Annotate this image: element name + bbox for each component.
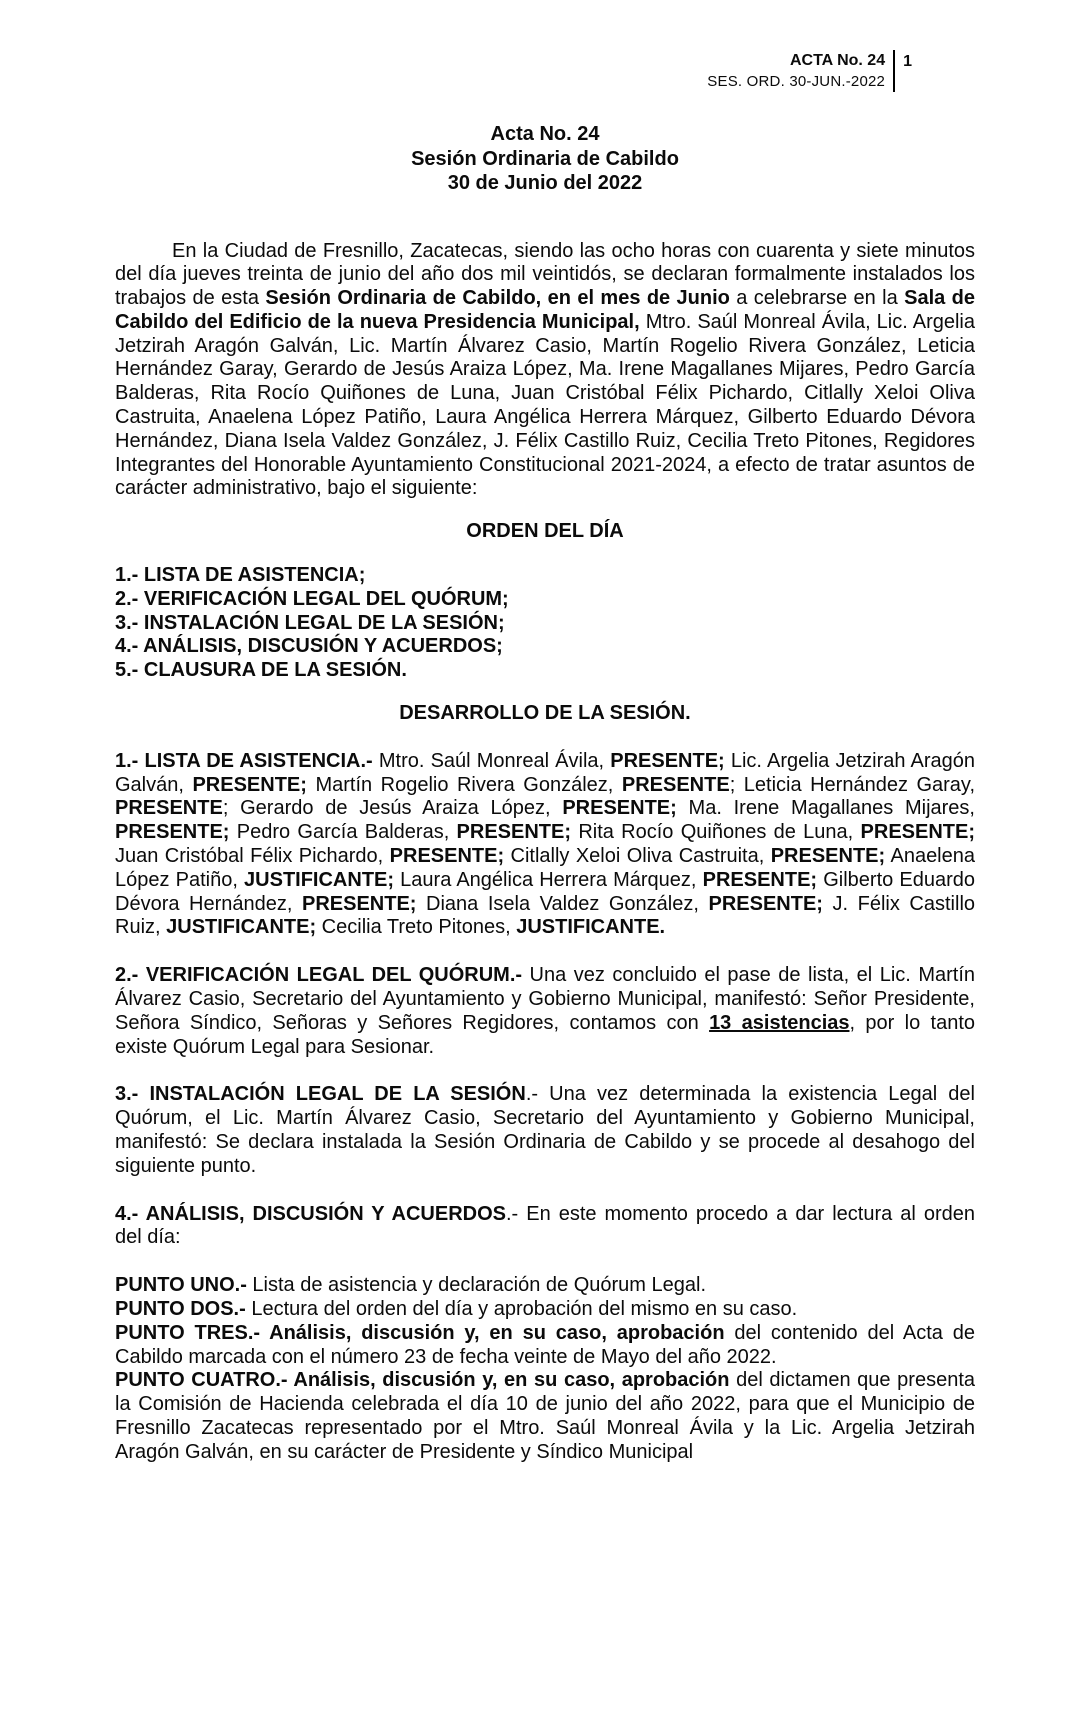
text-run: Mtro. Saúl Monreal Ávila, [372, 749, 611, 772]
text-run: Anaelena López Patiño, [115, 845, 975, 891]
text-run: PRESENTE; [456, 821, 572, 844]
text-run: PRESENTE; [860, 821, 975, 844]
text-run: Lista de asistencia y declaración de Quórum Legal. [246, 1274, 707, 1297]
text-run: del contenido del Acta de Cabildo marcada con el número 23 de fecha veinte de Mayo del año 2022. [115, 1321, 975, 1368]
text-run: 4.- ANÁLISIS, DISCUSIÓN Y ACUERDOS [115, 1202, 506, 1225]
text-run: Juan Cristóbal Félix Pichardo, [115, 845, 390, 868]
text-run: .- Una vez determinada la existencia Legal del Quórum, el Lic. Martín Álvarez Casio, Secretario del Ayuntamiento y Gobierno Municipal, manifestó: Se declara instalada la Sesión Ordinaria de Cabildo y se procede al desahogo del siguiente punto. [115, 1083, 975, 1177]
punto-dos-paragraph [115, 1298, 975, 1322]
list-item: 3.- INSTALACIÓN LEGAL DE LA SESIÓN; [115, 611, 505, 634]
document-blocks [115, 240, 975, 1465]
desarrollo-heading: DESARROLLO DE LA SESIÓN. [399, 702, 691, 725]
text-run: Lectura del orden del día y aprobación del mismo en su caso. [245, 1297, 798, 1320]
text-run: Laura Angélica Herrera Márquez, [394, 868, 703, 891]
text-run: Cecilia Treto Pitones, [316, 916, 517, 939]
text-run: Sesión Ordinaria de Cabildo, en el mes de Junio [265, 287, 730, 310]
text-run: JUSTIFICANTE; [166, 916, 317, 939]
list-item: 2.- VERIFICACIÓN LEGAL DEL QUÓRUM; [115, 587, 509, 610]
text-run: , por lo tanto existe Quórum Legal para Sesionar. [115, 1011, 976, 1058]
text-run: a celebrarse en la [729, 287, 905, 310]
instalacion-paragraph [115, 1083, 975, 1178]
text-run: Diana Isela Valdez González, [416, 892, 709, 915]
text-run: PRESENTE; [708, 892, 823, 915]
text-run: Pedro García Balderas, [229, 821, 457, 844]
text-run: Sala de Cabildo del Edificio de la nueva Presidencia Municipal, [115, 287, 975, 333]
text-run: PRESENTE; [770, 845, 886, 868]
text-run: JUSTIFICANTE. [516, 916, 666, 939]
punto-cuatro-paragraph [115, 1369, 975, 1464]
text-run: Una vez concluido el pase de lista, el Lic. Martín Álvarez Casio, Secretario del Ayuntamiento y Gobierno Municipal, manifestó: Señor Presidente, Señora Síndico, Señoras y Señores Regidores, contamos con [115, 964, 975, 1034]
text-run: Mtro. Saúl Monreal Ávila, Lic. Argelia Jetzirah Aragón Galván, Lic. Martín Álvarez Casio, Martín Rogelio Rivera González, Leticia Hernández Garay, Gerardo de Jesús Araiza López, Ma. Irene Magallanes Mijares, Pedro García Balderas, Rita Rocío Quiñones de Luna, Juan Cristóbal Félix Pichardo, Citlally Xeloi Oliva Castruita, Anaelena López Patiño, Laura Angélica Herrera Márquez, Gilberto Eduardo Dévora Hernández, Diana Isela Valdez González, J. Félix Castillo Ruiz, Cecilia Treto Pitones, Regidores Integrantes del Honorable Ayuntamiento Constitucional 2021-2024, a efecto de tratar asuntos de carácter administrativo, bajo el siguiente: [115, 310, 975, 500]
lista-asistencia-paragraph [115, 750, 975, 940]
text-run: PUNTO TRES.- Análisis, discusión y, en su caso, aprobación [115, 1321, 725, 1344]
list-item: 1.- LISTA DE ASISTENCIA; [115, 564, 366, 587]
text-run: 2.- VERIFICACIÓN LEGAL DEL QUÓRUM.- [115, 964, 523, 987]
text-run: En la Ciudad de Fresnillo, Zacatecas, siendo las ocho horas con cuarenta y siete minutos del día jueves treinta de junio del año dos mil veintidós, se declaran formalmente instalados los trabajos de esta [115, 239, 975, 310]
list-item: 4.- ANÁLISIS, DISCUSIÓN Y ACUERDOS; [115, 635, 503, 658]
text-run: J. Félix Castillo Ruiz, [115, 892, 976, 939]
text-run: 3.- INSTALACIÓN LEGAL DE LA SESIÓN [115, 1083, 526, 1106]
acta-number: ACTA No. 24 [789, 52, 886, 69]
title-line: Acta No. 24 [490, 123, 600, 145]
text-run: PRESENTE [621, 773, 730, 796]
text-run: Citlally Xeloi Oliva Castruita, [504, 845, 771, 868]
text-run: PRESENTE; [389, 845, 505, 868]
text-run: Lic. Argelia Jetzirah Aragón Galván, [115, 749, 976, 796]
analisis-paragraph [115, 1203, 975, 1251]
text-run: .- En este momento procedo a dar lectura al orden del día: [115, 1202, 976, 1249]
text-run: Ma. Irene Magallanes Mijares, [676, 797, 975, 820]
text-run: Gilberto Eduardo Dévora Hernández, [115, 868, 976, 915]
punto-tres-paragraph [115, 1322, 975, 1370]
text-run: PUNTO UNO.- [115, 1274, 247, 1297]
title-line: 30 de Junio del 2022 [447, 172, 643, 194]
document-title [115, 122, 975, 196]
text-run: ; Leticia Hernández Garay, [729, 773, 975, 796]
orden-del-dia-heading: ORDEN DEL DÍA [466, 520, 624, 543]
opening-paragraph [115, 240, 975, 502]
text-run: PRESENTE; [562, 797, 677, 820]
text-run: PRESENTE [115, 797, 223, 820]
list-item: 5.- CLAUSURA DE LA SESIÓN. [115, 659, 407, 682]
text-run: PUNTO CUATRO.- Análisis, discusión y, en su caso, aprobación [115, 1369, 730, 1392]
page-number: 1 [903, 53, 912, 70]
text-run: PRESENTE; [702, 868, 818, 891]
text-run: PRESENTE; [302, 892, 417, 915]
text-run: PRESENTE; [115, 821, 230, 844]
orden-del-dia-list [115, 564, 975, 683]
text-run: Rita Rocío Quiñones de Luna, [571, 821, 861, 844]
punto-uno-paragraph [115, 1274, 975, 1298]
verificacion-quorum-paragraph [115, 964, 975, 1059]
text-run: del dictamen que presenta la Comisión de Hacienda celebrada el día 10 de junio del año 2022, para que el Municipio de Fresnillo Zacatecas representado por el Mtro. Saúl Monreal Ávila y la Lic. Argelia Jetzirah Aragón Galván, en su carácter de Presidente y Síndico Municipal [115, 1369, 975, 1463]
text-run: PRESENTE; [192, 773, 307, 796]
text-run: ; Gerardo de Jesús Araiza López, [222, 797, 563, 820]
text-run: PRESENTE; [610, 749, 725, 772]
text-run: 1.- LISTA DE ASISTENCIA.- [115, 749, 373, 772]
title-line: Sesión Ordinaria de Cabildo [411, 147, 679, 170]
text-run: 13 asistencias [709, 1011, 850, 1034]
session-info: SES. ORD. 30-JUN.-2022 [707, 73, 886, 90]
document-content [115, 0, 975, 1465]
text-run: JUSTIFICANTE; [244, 868, 395, 891]
text-run: PUNTO DOS.- [115, 1297, 246, 1320]
text-run: Martín Rogelio Rivera González, [306, 773, 622, 796]
